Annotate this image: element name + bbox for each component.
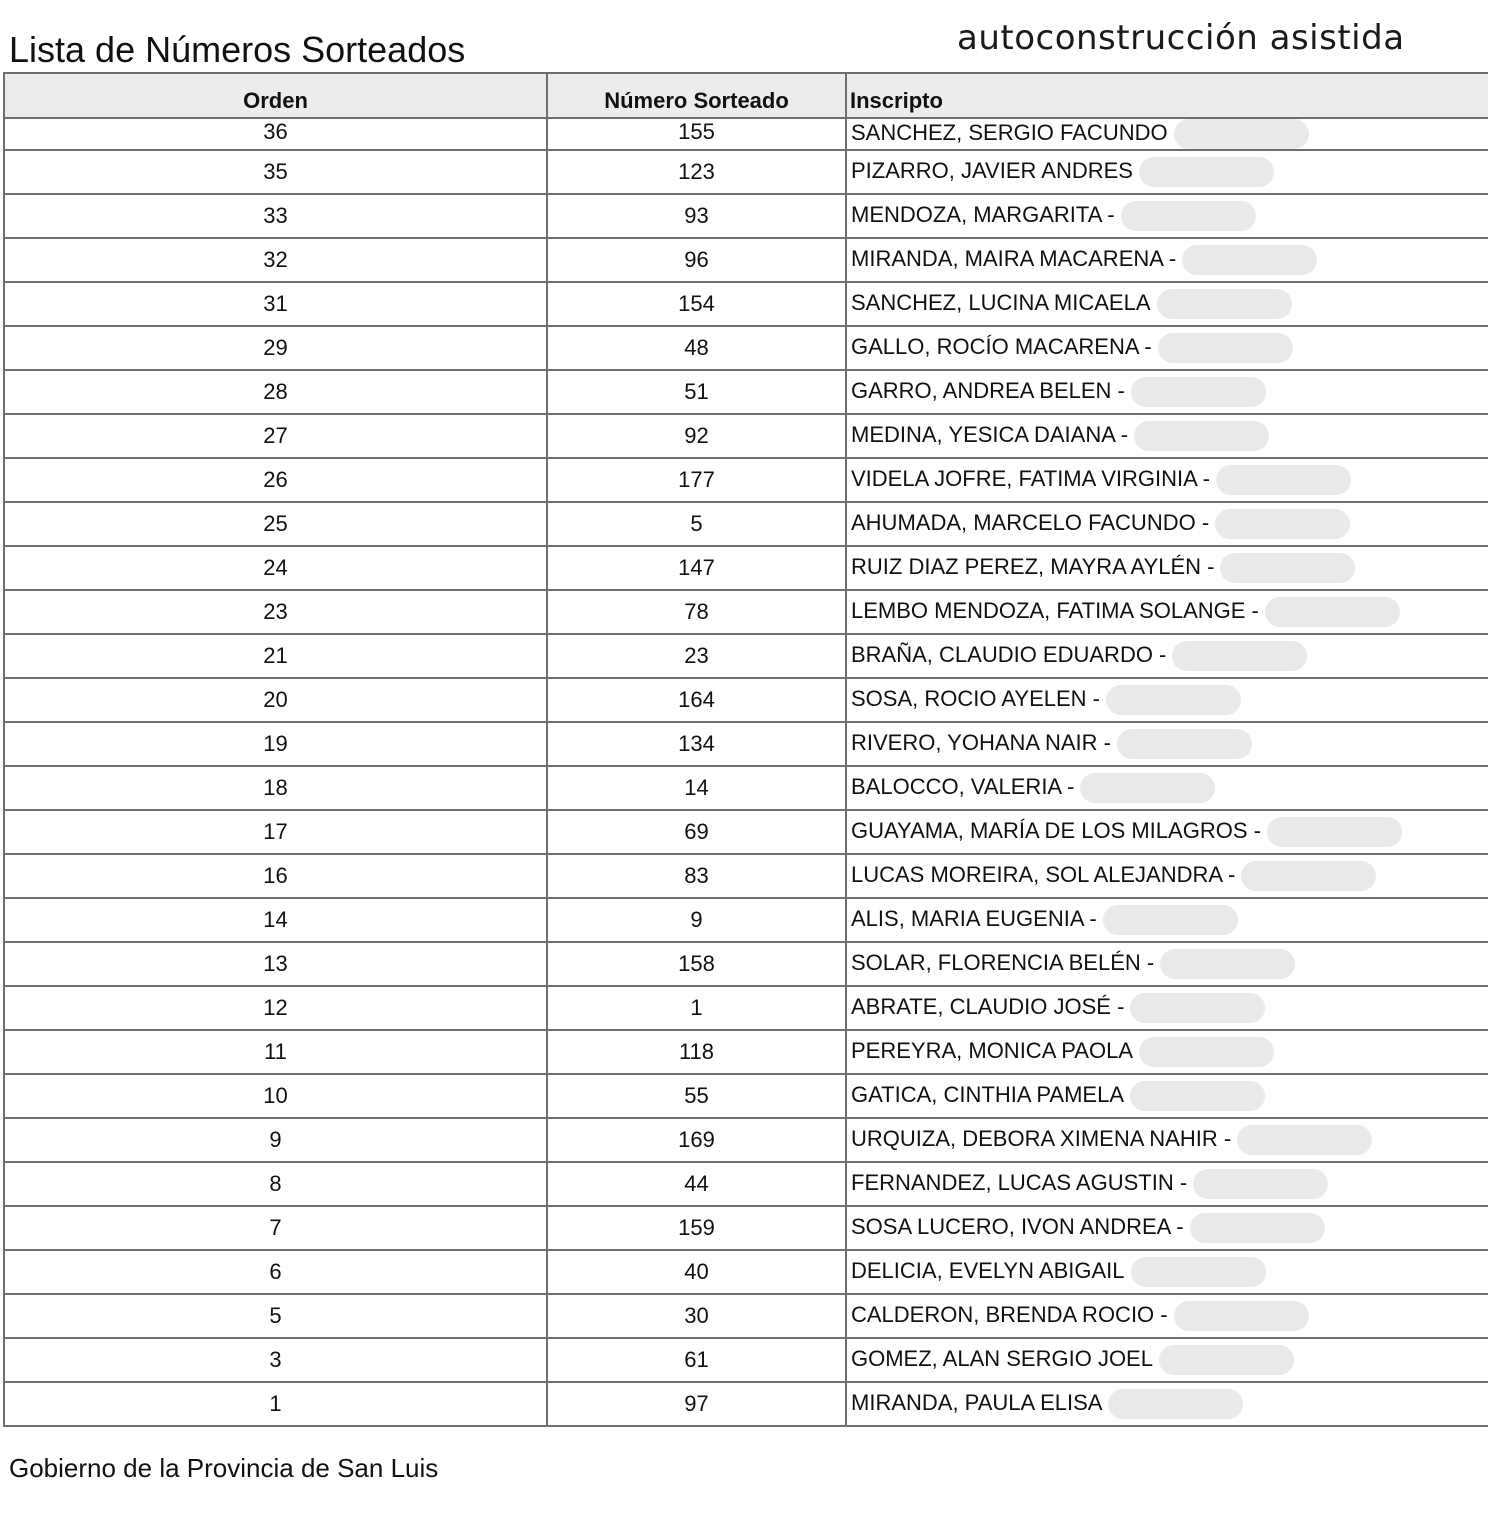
inscripto-name: BALOCCO, VALERIA - — [851, 773, 1075, 799]
table-row — [4, 194, 1488, 238]
table-row — [4, 1250, 1488, 1294]
inscripto-name: ABRATE, CLAUDIO JOSÉ - — [851, 993, 1125, 1019]
inscripto-name: SOSA, ROCIO AYELEN - — [851, 685, 1100, 711]
cell-numero-sorteado: 147 — [547, 546, 846, 590]
cell-orden: 16 — [4, 854, 547, 898]
table-row — [4, 118, 1488, 150]
redaction-mark — [1220, 553, 1355, 583]
cell-inscripto — [846, 1030, 1488, 1074]
inscripto-name: URQUIZA, DEBORA XIMENA NAHIR - — [851, 1125, 1232, 1151]
redaction-mark — [1241, 861, 1376, 891]
cell-orden: 24 — [4, 546, 547, 590]
page-title: Lista de Números Sorteados — [9, 29, 466, 70]
cell-numero-sorteado: 9 — [547, 898, 846, 942]
inscripto-name: AHUMADA, MARCELO FACUNDO - — [851, 509, 1210, 535]
cell-numero-sorteado: 158 — [547, 942, 846, 986]
cell-orden: 1 — [4, 1382, 547, 1426]
cell-orden: 23 — [4, 590, 547, 634]
cell-numero-sorteado: 93 — [547, 194, 846, 238]
table-header-row — [4, 73, 1488, 118]
cell-inscripto — [846, 194, 1488, 238]
cell-orden: 29 — [4, 326, 547, 370]
redaction-mark — [1131, 377, 1266, 407]
cell-numero-sorteado: 97 — [547, 1382, 846, 1426]
cell-orden: 13 — [4, 942, 547, 986]
inscripto-name: DELICIA, EVELYN ABIGAIL — [851, 1257, 1125, 1283]
cell-orden: 11 — [4, 1030, 547, 1074]
results-table-container — [3, 72, 1488, 1427]
inscripto-name: SOSA LUCERO, IVON ANDREA - — [851, 1213, 1184, 1239]
table-row — [4, 722, 1488, 766]
cell-inscripto — [846, 238, 1488, 282]
cell-inscripto — [846, 766, 1488, 810]
cell-numero-sorteado: 78 — [547, 590, 846, 634]
table-row — [4, 546, 1488, 590]
cell-orden: 17 — [4, 810, 547, 854]
table-row — [4, 370, 1488, 414]
cell-inscripto — [846, 282, 1488, 326]
table-row — [4, 898, 1488, 942]
inscripto-name: MIRANDA, MAIRA MACARENA - — [851, 245, 1177, 271]
redaction-mark — [1215, 509, 1350, 539]
cell-orden: 5 — [4, 1294, 547, 1338]
cell-orden: 18 — [4, 766, 547, 810]
cell-numero-sorteado: 154 — [547, 282, 846, 326]
table-body — [4, 118, 1488, 1426]
table-row — [4, 502, 1488, 546]
redaction-mark — [1190, 1213, 1325, 1243]
cell-inscripto — [846, 118, 1488, 150]
cell-numero-sorteado: 5 — [547, 502, 846, 546]
cell-inscripto — [846, 1162, 1488, 1206]
redaction-mark — [1139, 1037, 1274, 1067]
cell-inscripto — [846, 1118, 1488, 1162]
cell-inscripto — [846, 546, 1488, 590]
redaction-mark — [1131, 1257, 1266, 1287]
cell-inscripto — [846, 1382, 1488, 1426]
cell-inscripto — [846, 590, 1488, 634]
table-row — [4, 1206, 1488, 1250]
cell-inscripto — [846, 502, 1488, 546]
redaction-mark — [1103, 905, 1238, 935]
inscripto-name: RIVERO, YOHANA NAIR - — [851, 729, 1111, 755]
cell-inscripto — [846, 1294, 1488, 1338]
table-row — [4, 1294, 1488, 1338]
cell-numero-sorteado: 69 — [547, 810, 846, 854]
cell-orden: 26 — [4, 458, 547, 502]
cell-numero-sorteado: 169 — [547, 1118, 846, 1162]
cell-orden: 36 — [4, 118, 547, 150]
table-row — [4, 854, 1488, 898]
cell-numero-sorteado: 123 — [547, 150, 846, 194]
cell-inscripto — [846, 1206, 1488, 1250]
cell-orden: 21 — [4, 634, 547, 678]
inscripto-name: GATICA, CINTHIA PAMELA — [851, 1081, 1125, 1107]
cell-inscripto — [846, 1338, 1488, 1382]
inscripto-name: MIRANDA, PAULA ELISA — [851, 1389, 1103, 1415]
cell-orden: 12 — [4, 986, 547, 1030]
table-row — [4, 1382, 1488, 1426]
cell-inscripto — [846, 1074, 1488, 1118]
inscripto-name: PIZARRO, JAVIER ANDRES — [851, 157, 1133, 183]
table-row — [4, 942, 1488, 986]
table-row — [4, 326, 1488, 370]
cell-numero-sorteado: 155 — [547, 118, 846, 150]
redaction-mark — [1265, 597, 1400, 627]
cell-inscripto — [846, 810, 1488, 854]
table-row — [4, 678, 1488, 722]
cell-inscripto — [846, 722, 1488, 766]
cell-inscripto — [846, 458, 1488, 502]
redaction-mark — [1134, 421, 1269, 451]
table-row — [4, 590, 1488, 634]
table-row — [4, 634, 1488, 678]
inscripto-name: BRAÑA, CLAUDIO EDUARDO - — [851, 641, 1167, 667]
cell-inscripto — [846, 370, 1488, 414]
cell-inscripto — [846, 326, 1488, 370]
cell-numero-sorteado: 40 — [547, 1250, 846, 1294]
footer-text: Gobierno de la Provincia de San Luis — [9, 1453, 439, 1483]
table-row — [4, 150, 1488, 194]
redaction-mark — [1080, 773, 1215, 803]
redaction-mark — [1106, 685, 1241, 715]
cell-orden: 20 — [4, 678, 547, 722]
cell-numero-sorteado: 44 — [547, 1162, 846, 1206]
redaction-mark — [1130, 993, 1265, 1023]
cell-numero-sorteado: 48 — [547, 326, 846, 370]
table-row — [4, 238, 1488, 282]
cell-inscripto — [846, 634, 1488, 678]
cell-orden: 32 — [4, 238, 547, 282]
inscripto-name: MENDOZA, MARGARITA - — [851, 201, 1115, 227]
cell-numero-sorteado: 14 — [547, 766, 846, 810]
inscripto-name: SANCHEZ, LUCINA MICAELA — [851, 289, 1151, 315]
cell-numero-sorteado: 55 — [547, 1074, 846, 1118]
cell-numero-sorteado: 159 — [547, 1206, 846, 1250]
redaction-mark — [1157, 289, 1292, 319]
redaction-mark — [1158, 333, 1293, 363]
inscripto-name: GARRO, ANDREA BELEN - — [851, 377, 1125, 403]
cell-numero-sorteado: 164 — [547, 678, 846, 722]
cell-numero-sorteado: 30 — [547, 1294, 846, 1338]
cell-inscripto — [846, 854, 1488, 898]
table-row — [4, 766, 1488, 810]
cell-orden: 8 — [4, 1162, 547, 1206]
redaction-mark — [1160, 949, 1295, 979]
table-row — [4, 1030, 1488, 1074]
cell-orden: 7 — [4, 1206, 547, 1250]
table-row — [4, 1118, 1488, 1162]
table-row — [4, 282, 1488, 326]
inscripto-name: RUIZ DIAZ PEREZ, MAYRA AYLÉN - — [851, 553, 1215, 579]
redaction-mark — [1193, 1169, 1328, 1199]
inscripto-name: GALLO, ROCÍO MACARENA - — [851, 333, 1152, 359]
results-table — [3, 72, 1488, 1427]
redaction-mark — [1159, 1345, 1294, 1375]
cell-orden: 31 — [4, 282, 547, 326]
cell-numero-sorteado: 118 — [547, 1030, 846, 1074]
cell-numero-sorteado: 1 — [547, 986, 846, 1030]
table-row — [4, 1338, 1488, 1382]
inscripto-name: SOLAR, FLORENCIA BELÉN - — [851, 949, 1155, 975]
cell-orden: 25 — [4, 502, 547, 546]
cell-numero-sorteado: 134 — [547, 722, 846, 766]
cell-inscripto — [846, 678, 1488, 722]
cell-numero-sorteado: 61 — [547, 1338, 846, 1382]
inscripto-name: CALDERON, BRENDA ROCIO - — [851, 1301, 1168, 1327]
redaction-mark — [1216, 465, 1351, 495]
inscripto-name: GUAYAMA, MARÍA DE LOS MILAGROS - — [851, 817, 1261, 843]
column-header-numero-sorteado: Número Sorteado — [547, 73, 846, 118]
cell-orden: 35 — [4, 150, 547, 194]
handwritten-annotation: autoconstrucción asistida — [957, 18, 1405, 58]
table-row — [4, 986, 1488, 1030]
cell-numero-sorteado: 51 — [547, 370, 846, 414]
redaction-mark — [1174, 1301, 1309, 1331]
inscripto-name: MEDINA, YESICA DAIANA - — [851, 421, 1129, 447]
inscripto-name: PEREYRA, MONICA PAOLA — [851, 1037, 1134, 1063]
cell-orden: 28 — [4, 370, 547, 414]
inscripto-name: GOMEZ, ALAN SERGIO JOEL — [851, 1345, 1153, 1371]
cell-numero-sorteado: 92 — [547, 414, 846, 458]
column-header-inscripto: Inscripto — [846, 73, 1488, 118]
cell-orden: 19 — [4, 722, 547, 766]
inscripto-name: SANCHEZ, SERGIO FACUNDO — [851, 119, 1168, 145]
table-row — [4, 414, 1488, 458]
redaction-mark — [1108, 1389, 1243, 1419]
table-row — [4, 1074, 1488, 1118]
inscripto-name: ALIS, MARIA EUGENIA - — [851, 905, 1097, 931]
cell-numero-sorteado: 177 — [547, 458, 846, 502]
inscripto-name: LEMBO MENDOZA, FATIMA SOLANGE - — [851, 597, 1259, 623]
inscripto-name: FERNANDEZ, LUCAS AGUSTIN - — [851, 1169, 1188, 1195]
cell-orden: 27 — [4, 414, 547, 458]
table-row — [4, 1162, 1488, 1206]
inscripto-name: VIDELA JOFRE, FATIMA VIRGINIA - — [851, 465, 1211, 491]
cell-orden: 3 — [4, 1338, 547, 1382]
redaction-mark — [1174, 119, 1309, 149]
redaction-mark — [1182, 245, 1317, 275]
table-row — [4, 458, 1488, 502]
cell-inscripto — [846, 150, 1488, 194]
redaction-mark — [1117, 729, 1252, 759]
cell-numero-sorteado: 96 — [547, 238, 846, 282]
column-header-orden: Orden — [4, 73, 547, 118]
redaction-mark — [1172, 641, 1307, 671]
redaction-mark — [1121, 201, 1256, 231]
redaction-mark — [1130, 1081, 1265, 1111]
cell-orden: 14 — [4, 898, 547, 942]
cell-orden: 10 — [4, 1074, 547, 1118]
inscripto-name: LUCAS MOREIRA, SOL ALEJANDRA - — [851, 861, 1236, 887]
redaction-mark — [1267, 817, 1402, 847]
cell-orden: 6 — [4, 1250, 547, 1294]
cell-orden: 33 — [4, 194, 547, 238]
cell-orden: 9 — [4, 1118, 547, 1162]
redaction-mark — [1237, 1125, 1372, 1155]
cell-numero-sorteado: 23 — [547, 634, 846, 678]
cell-inscripto — [846, 898, 1488, 942]
redaction-mark — [1139, 157, 1274, 187]
cell-inscripto — [846, 414, 1488, 458]
cell-inscripto — [846, 986, 1488, 1030]
cell-numero-sorteado: 83 — [547, 854, 846, 898]
cell-inscripto — [846, 1250, 1488, 1294]
cell-inscripto — [846, 942, 1488, 986]
table-row — [4, 810, 1488, 854]
